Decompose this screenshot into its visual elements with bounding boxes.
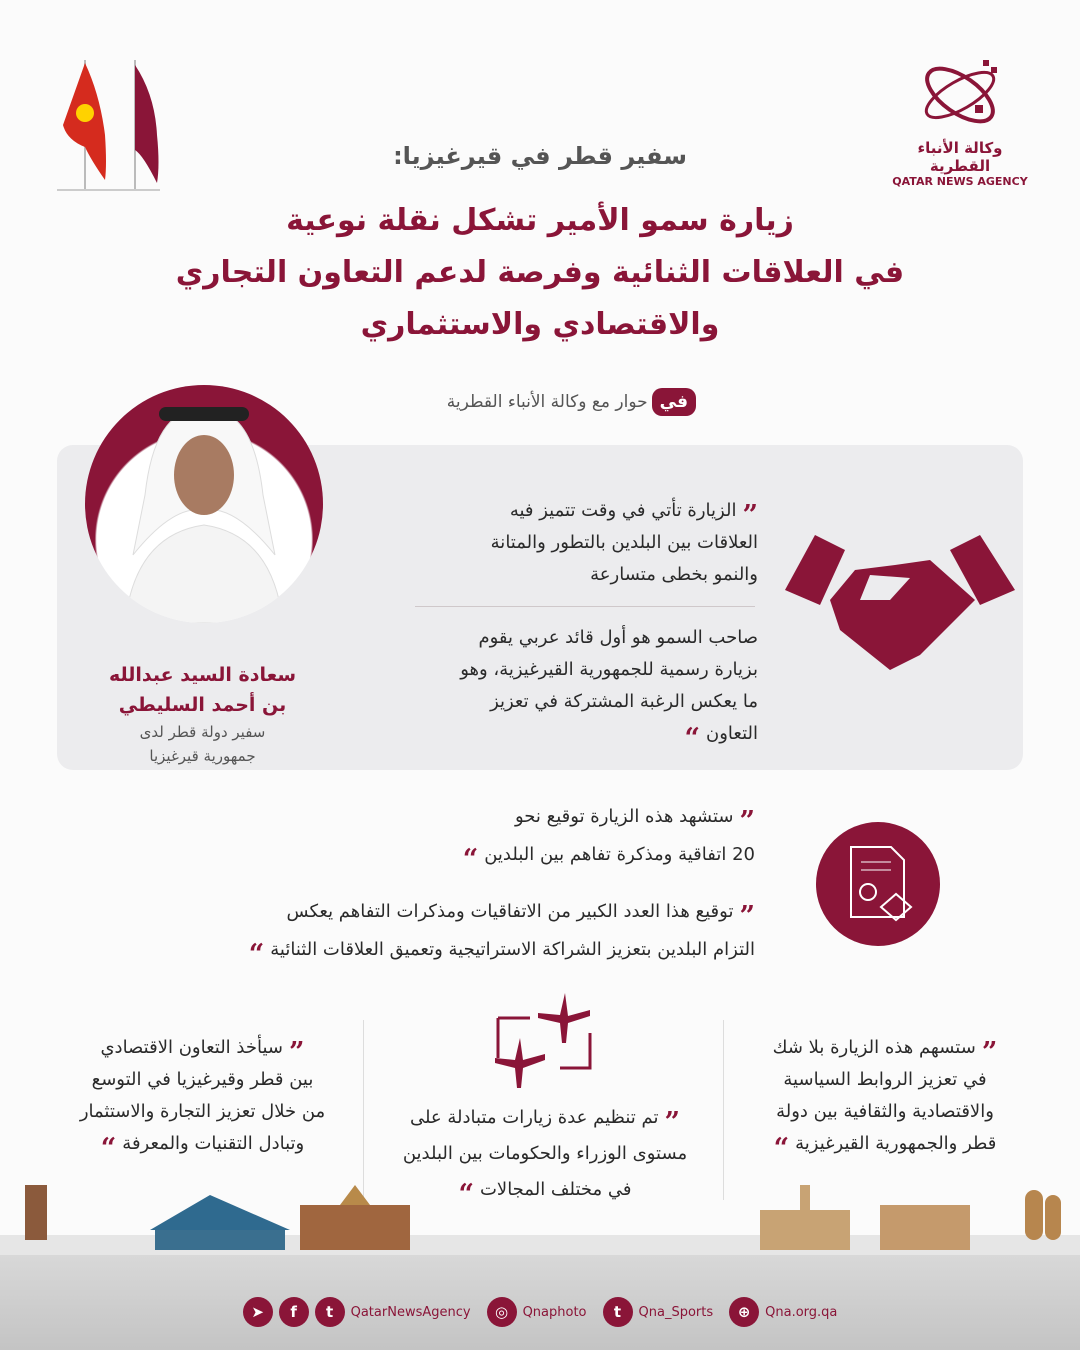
main-handle[interactable]: QatarNewsAgency <box>350 1304 471 1320</box>
headline-line: زيارة سمو الأمير تشكل نقلة نوعية <box>286 203 794 238</box>
agreement-quote-1 <box>160 798 755 874</box>
qna-logo <box>885 55 1035 188</box>
quote-line: توقيع هذا العدد الكبير من الاتفاقيات ومذكرات التفاهم يعكس <box>286 901 734 922</box>
flags-icon <box>55 55 165 195</box>
portrait-circle <box>85 385 323 623</box>
ambassador-name: بن أحمد السليطي <box>118 694 287 716</box>
quote-close-icon <box>101 1133 123 1154</box>
quote-line: ستسهم هذه الزيارة بلا شك <box>772 1037 976 1058</box>
quote-line: والاقتصادية والثقافية بين دولة <box>776 1101 994 1122</box>
social-instagram[interactable] <box>487 1297 587 1327</box>
quote-line: في مختلف المجالات <box>479 1179 632 1200</box>
interview-badge: في <box>652 388 696 416</box>
headline-line: والاقتصادي والاستثماري <box>360 307 720 342</box>
ambassador-name: سعادة السيد عبدالله <box>108 664 297 686</box>
ambassador-role: سفير دولة قطر لدى <box>139 723 266 741</box>
quote-line: مستوى الوزراء والحكومات بين البلدين <box>402 1143 688 1164</box>
quote-line: قطر والجمهورية القيرغيزية <box>795 1133 997 1154</box>
quote-line: صاحب السمو هو أول قائد عربي يقوم <box>478 627 758 648</box>
bottom-quote-left <box>55 1032 350 1160</box>
facebook-icon[interactable]: f <box>279 1297 309 1327</box>
instagram-handle[interactable]: Qnaphoto <box>522 1304 587 1320</box>
quote-line: العلاقات بين البلدين بالتطور والمتانة <box>490 532 758 553</box>
twitter-icon[interactable]: t <box>603 1297 633 1327</box>
ambassador-role: جمهورية قيرغيزيا <box>149 747 256 765</box>
panel-quote-2 <box>400 622 758 750</box>
instagram-icon[interactable]: ◎ <box>487 1297 517 1327</box>
telegram-icon[interactable]: ➤ <box>243 1297 273 1327</box>
ambassador-info <box>90 660 315 768</box>
logo-name-ar: وكالة الأنباء القطرية <box>917 139 1003 175</box>
quote-close-icon <box>684 723 706 744</box>
quote-open-icon <box>976 1037 998 1058</box>
quote-line: الزيارة تأتي في وقت تتميز فيه <box>509 500 737 521</box>
quote-open-icon <box>733 901 755 922</box>
ambassador-portrait <box>85 385 323 623</box>
column-divider <box>723 1020 724 1200</box>
headline <box>100 195 980 351</box>
quote-open-icon <box>658 1107 680 1128</box>
social-main[interactable] <box>243 1297 471 1327</box>
quote-line: من خلال تعزيز التجارة والاستثمار <box>79 1101 326 1122</box>
twitter-icon[interactable]: t <box>315 1297 345 1327</box>
quote-line: وتبادل التقنيات والمعرفة <box>122 1133 305 1154</box>
quote-line: التعاون <box>706 723 758 744</box>
social-sports[interactable] <box>603 1297 714 1327</box>
column-divider <box>363 1020 364 1200</box>
quote-line: بين قطر وقيرغيزيا في التوسع <box>91 1069 314 1090</box>
quote-line: والنمو بخطى متسارعة <box>590 564 758 585</box>
qna-logo-icon <box>915 55 1005 135</box>
quote-close-icon <box>774 1133 796 1154</box>
flags <box>55 55 165 195</box>
interview-line <box>300 388 696 416</box>
quote-line: ما يعكس الرغبة المشتركة في تعزيز <box>490 691 758 712</box>
panel-quote-1 <box>400 495 758 591</box>
social-links <box>0 1297 1080 1327</box>
agreement-document-icon <box>816 822 940 946</box>
logo-name-en: QATAR NEWS AGENCY <box>892 175 1028 188</box>
social-website[interactable] <box>729 1297 837 1327</box>
interview-text: حوار مع وكالة الأنباء القطرية <box>446 392 648 412</box>
globe-icon[interactable]: ⊕ <box>729 1297 759 1327</box>
exchange-flights-icon <box>490 988 600 1098</box>
agreement-quote-2 <box>160 893 755 969</box>
quote-open-icon <box>733 806 755 827</box>
quote-line: التزام البلدين بتعزيز الشراكة الاستراتيجية وتعميق العلاقات الثنائية <box>270 939 755 960</box>
quote-line: سيأخذ التعاون الاقتصادي <box>100 1037 283 1058</box>
quote-line: تم تنظيم عدة زيارات متبادلة على <box>409 1107 659 1128</box>
quote-line: في تعزيز الروابط السياسية <box>783 1069 987 1090</box>
bottom-quote-right <box>745 1032 1025 1160</box>
quote-line: ستشهد هذه الزيارة توقيع نحو <box>515 806 734 827</box>
website-link[interactable]: Qna.org.qa <box>765 1304 838 1320</box>
header-subtitle: سفير قطر في قيرغيزيا: <box>393 142 687 170</box>
quote-close-icon <box>249 939 271 960</box>
quote-line: 20 اتفاقية ومذكرة تفاهم بين البلدين <box>484 844 755 865</box>
quote-line: بزيارة رسمية للجمهورية القيرغيزية، وهو <box>460 659 758 680</box>
handshake-icon <box>780 530 1020 680</box>
quote-open-icon <box>736 500 758 521</box>
divider <box>415 606 755 607</box>
quote-open-icon <box>283 1037 305 1058</box>
headline-line: في العلاقات الثنائية وفرصة لدعم التعاون التجاري <box>175 255 905 290</box>
skyline-illustration <box>0 1180 1080 1260</box>
sports-handle[interactable]: Qna_Sports <box>638 1304 714 1320</box>
quote-close-icon <box>463 844 485 865</box>
